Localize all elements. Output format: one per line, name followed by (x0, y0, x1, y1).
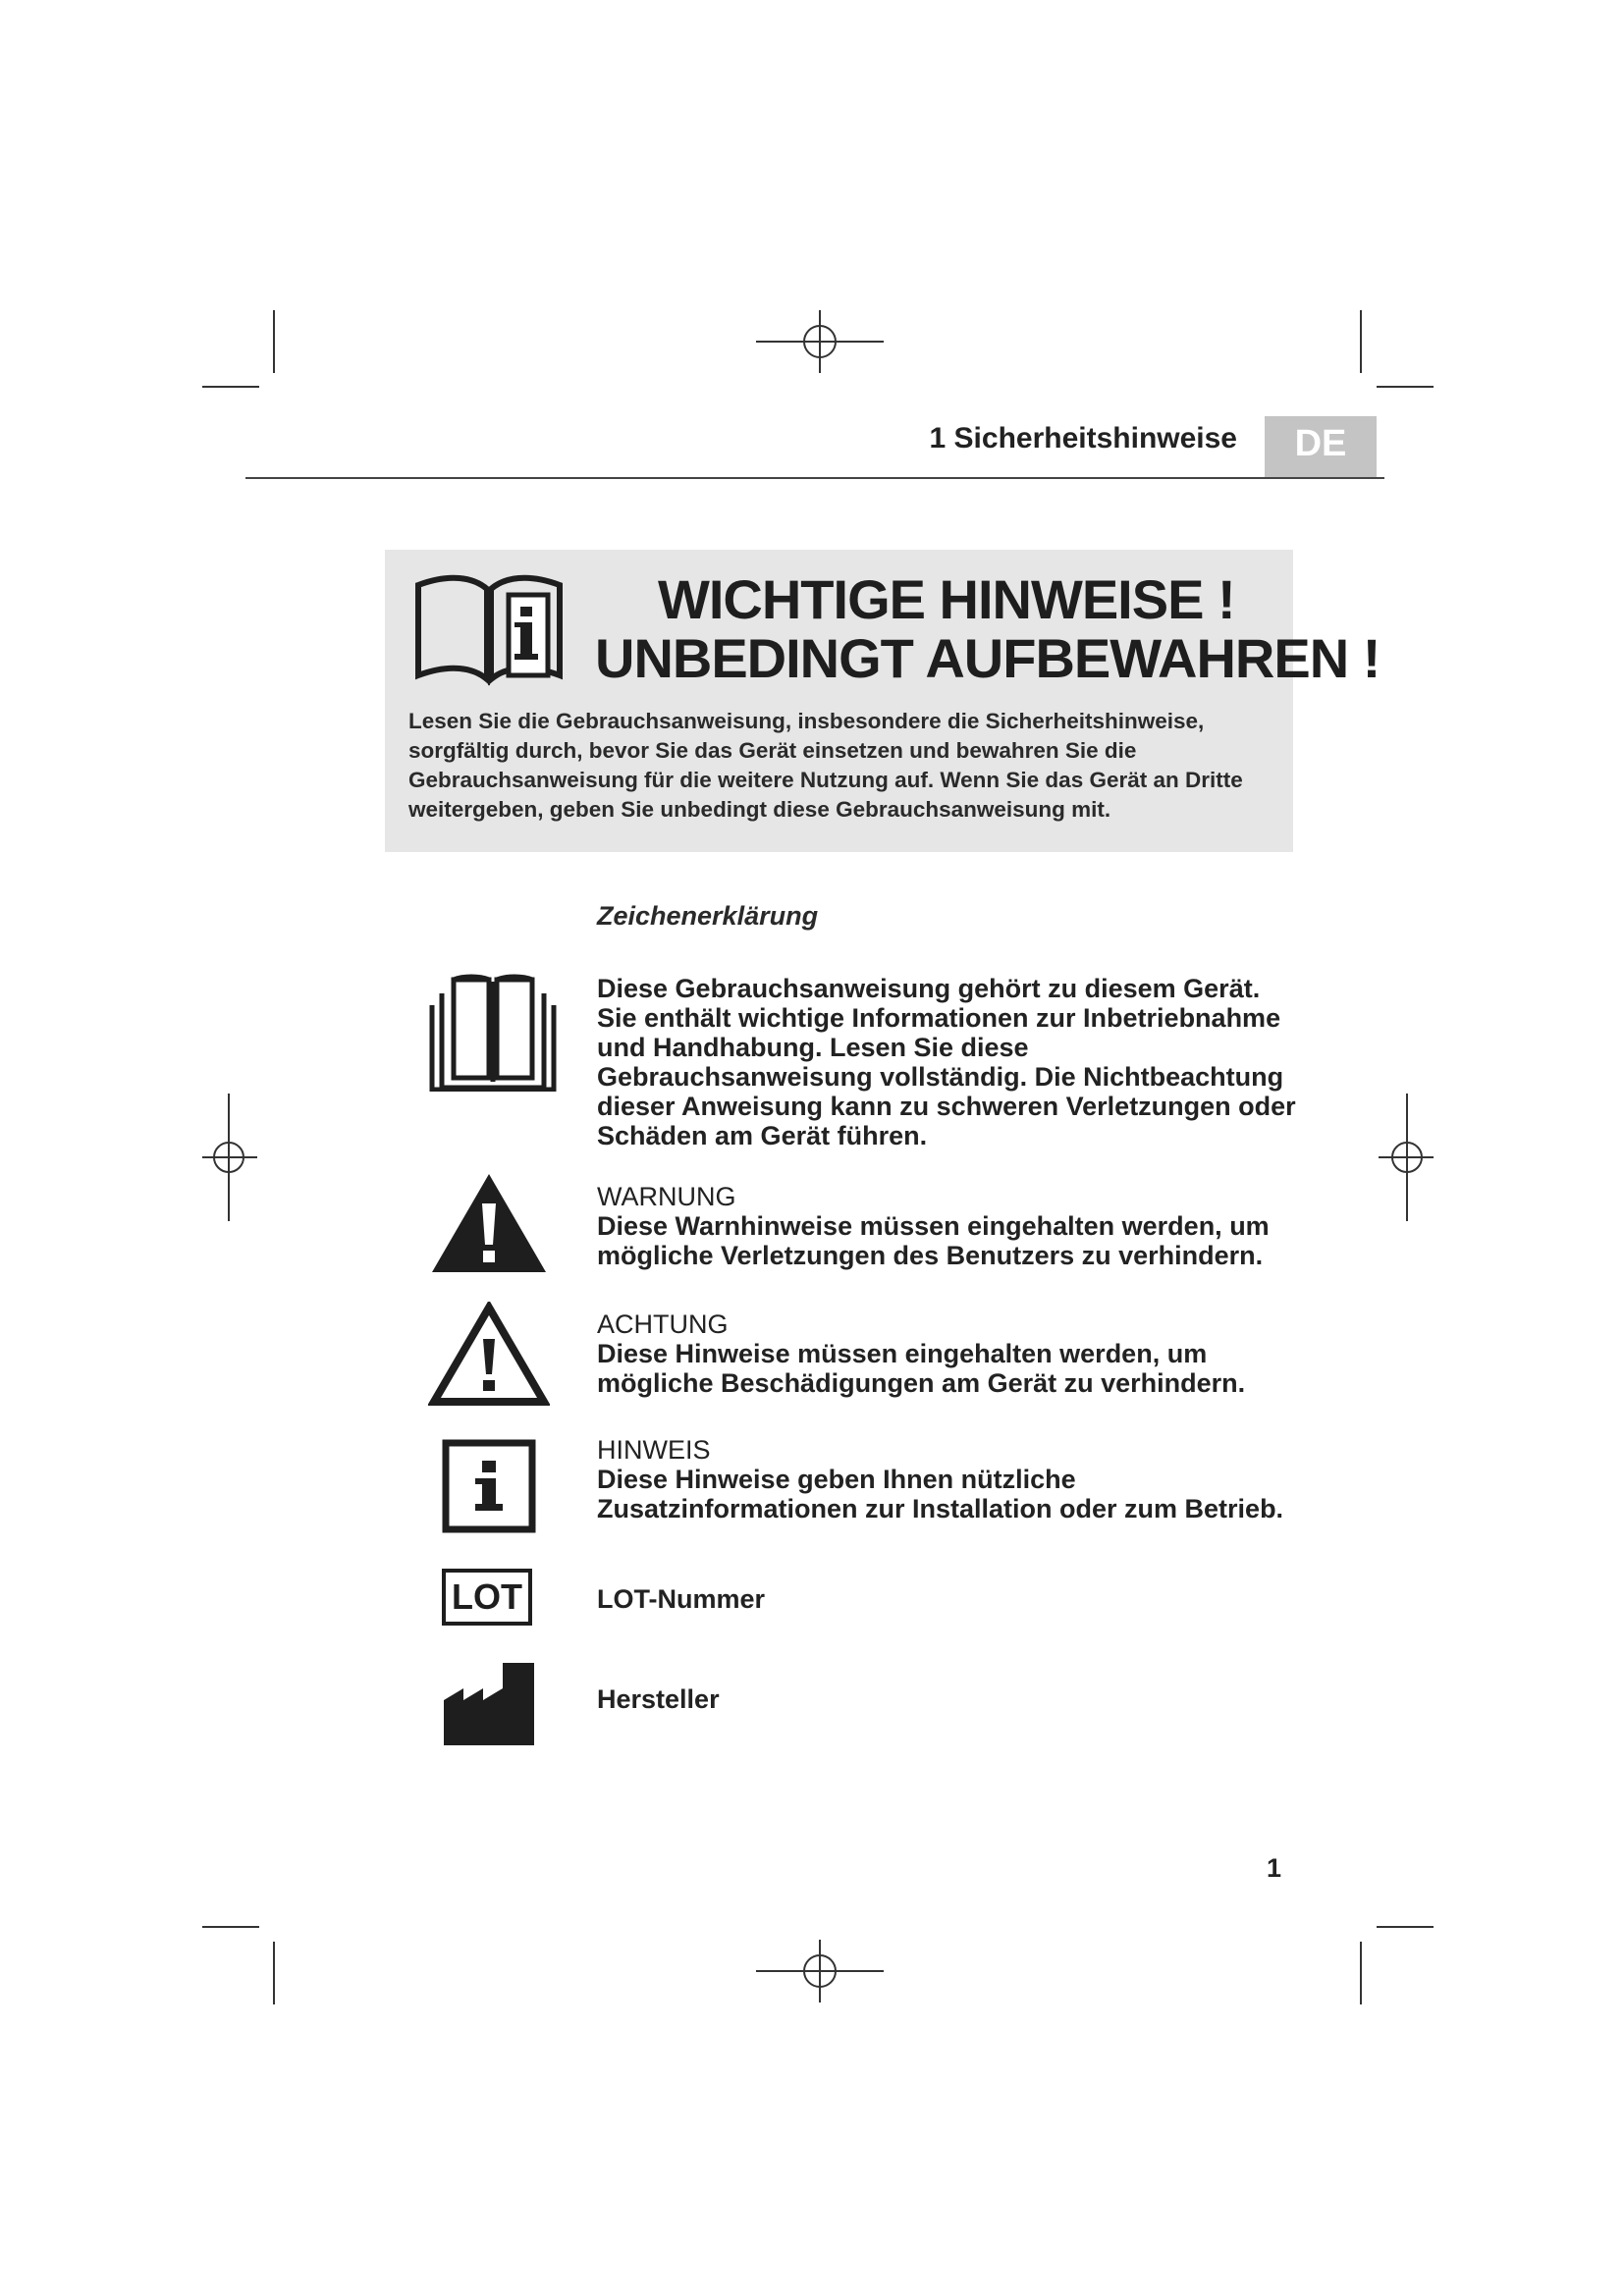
caution-outline-triangle-icon (428, 1302, 550, 1408)
registration-mark-icon (1373, 1094, 1441, 1221)
warning-filled-triangle-icon (428, 1170, 550, 1276)
legend-heading: Zeichenerklärung (597, 901, 819, 931)
warning-entry-title: WARNUNG (597, 1182, 736, 1211)
manual-entry-text: Diese Gebrauchsanweisung gehört zu diesem Gerät. Sie enthält wichtige Informationen zur Inbetriebnahme und Handhabung. Lesen Sie diese Gebrauchsanweisung vollständig. Die Nichtbeachtung dieser Anweisung kann zu schweren Verletzungen oder Schäden am Gerät führen. (597, 974, 1296, 1150)
notice-body-text: Lesen Sie die Gebrauchsanweisung, insbesondere die Sicherheitshinweise, sorgfältig durch, bevor Sie das Gerät einsetzen und bewahren Sie die Gebrauchsanweisung für die weitere Nutzung auf. Wenn Sie das Gerät an Dritte weitergeben, geben Sie unbedingt diese Gebrauchsanweisung mit. (408, 709, 1243, 822)
crop-mark (1360, 310, 1362, 373)
caution-entry (597, 1309, 1304, 1398)
caution-entry-text: Diese Hinweise müssen eingehalten werden, um mögliche Beschädigungen am Gerät zu verhindern. (597, 1339, 1246, 1398)
warning-entry (597, 1182, 1304, 1270)
lot-entry-text: LOT-Nummer (597, 1584, 766, 1614)
manual-book-icon (424, 972, 562, 1092)
registration-mark-icon (756, 1940, 884, 2002)
note-entry-text: Diese Hinweise geben Ihnen nützliche Zusatzinformationen zur Installation oder zum Betrieb. (597, 1465, 1284, 1523)
notice-title-line-2: UNBEDINGT AUFBEWAHREN ! (595, 627, 1380, 689)
manufacturer-factory-icon (442, 1659, 536, 1747)
important-notice-box (385, 550, 1380, 852)
section-title: 1 Sicherheitshinweise (929, 422, 1237, 454)
page-number: 1 (1267, 1853, 1282, 1883)
lot-number-icon (442, 1569, 532, 1626)
note-entry (597, 1435, 1304, 1523)
crop-mark (273, 310, 275, 373)
crop-mark (1377, 1926, 1434, 1928)
info-box-icon (442, 1439, 536, 1533)
manufacturer-entry-text: Hersteller (597, 1684, 720, 1714)
registration-mark-icon (194, 1094, 263, 1221)
crop-mark (273, 1942, 275, 2004)
crop-mark (202, 1926, 259, 1928)
caution-entry-title: ACHTUNG (597, 1309, 729, 1339)
registration-mark-icon (756, 310, 884, 373)
header-divider (245, 477, 1384, 479)
warning-entry-text: Diese Warnhinweise müssen eingehalten werden, um mögliche Verletzungen des Benutzers zu verhindern. (597, 1211, 1270, 1270)
language-badge: DE (1265, 416, 1377, 477)
notice-title-line-1: WICHTIGE HINWEISE ! (658, 568, 1235, 630)
manual-info-book-icon (410, 567, 568, 687)
crop-mark (1360, 1942, 1362, 2004)
crop-mark (1377, 386, 1434, 388)
note-entry-title: HINWEIS (597, 1435, 711, 1465)
lot-icon-label: LOT (452, 1576, 522, 1617)
crop-mark (202, 386, 259, 388)
